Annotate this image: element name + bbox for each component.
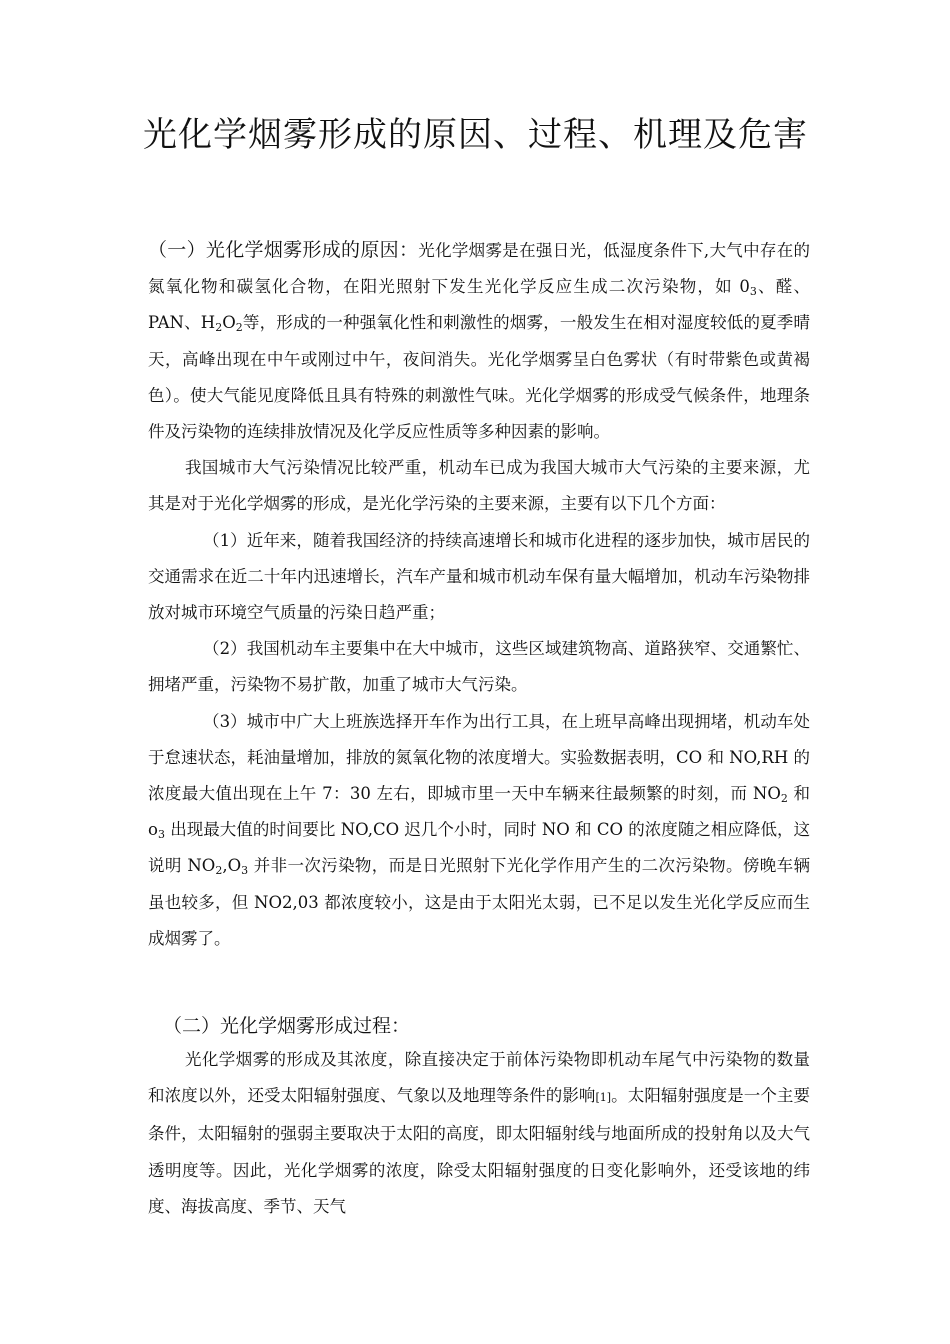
section-1-paragraph-2: 我国城市大气污染情况比较严重，机动车已成为我国大城市大气污染的主要来源，尤其是对于光化学烟雾的形成，是光化学污染的主要来源，主要有以下几个方面： — [148, 458, 810, 514]
citation-reference: [1] — [595, 1091, 612, 1105]
section-2-heading: （二）光化学烟雾形成过程： — [163, 1015, 411, 1037]
document-title: 光化学烟雾形成的原因、过程、机理及危害 — [143, 115, 808, 155]
section-1-heading: （一）光化学烟雾形成的原因： — [148, 239, 419, 261]
section-2-paragraph-1: 光化学烟雾的形成及其浓度，除直接决定于前体污染物即机动车尾气中污染物的数量和浓度以外，还受太阳辐射强度、气象以及地理等条件的影响[1]。太阳辐射强度是一个主要条件，太阳辐射的强弱主要取决于太阳的高度，即太阳辐射线与地面所成的投射角以及大气透明度等。因此，光化学烟雾的浓度，除受太阳辐射强度的日变化影响外，还受该地的纬度、海拔高度、季节、天气 — [148, 1050, 811, 1216]
section-1-paragraph-4: （2）我国机动车主要集中在大中城市，这些区域建筑物高、道路狭窄、交通繁忙、拥堵严重，污染物不易扩散，加重了城市大气污染。 — [148, 639, 810, 695]
section-1-paragraph-1: （一）光化学烟雾形成的原因：光化学烟雾是在强日光，低湿度条件下,大气中存在的氮氧化物和碳氢化合物，在阳光照射下发生光化学反应生成二次污染物，如 $0_3$、醛、PAN、$H_2O_2$等，形成的一种强氧化性和刺激性的烟雾，一般发生在相对湿度较低的夏季晴天，高峰出现在中午或刚过中午，夜间消失。光化学烟雾呈白色雾状（有时带紫色或黄褐色）。使大气能见度降低且具有特殊的刺激性气味。光化学烟雾的形成受气候条件，地理条件及污染物的连续排放情况及化学反应性质等多种因素的影响。 — [148, 239, 810, 442]
section-1-paragraph-5: （3）城市中广大上班族选择开车作为出行工具，在上班早高峰出现拥堵，机动车处于怠速状态，耗油量增加，排放的氮氧化物的浓度增大。实验数据表明，CO 和 NO,RH 的浓度最大值出现在上午 7：30 左右，即城市里一天中车辆来往最频繁的时刻，而 $NO_2$ 和 $o_3$ 出现最大值的时间要比 NO,CO 迟几个小时，同时 NO 和 CO 的浓度随之相应降低，这说明 $NO_2,O_3$ 并非一次污染物，而是日光照射下光化学作用产生的二次污染物。傍晚车辆虽也较多，但 NO2,03 都浓度较小，这是由于太阳光太弱，已不足以发生光化学反应而生成烟雾了。 — [148, 711, 811, 948]
section-2-body — [148, 1042, 810, 1225]
section-1-body — [148, 232, 810, 957]
section-1-paragraph-3: （1）近年来，随着我国经济的持续高速增长和城市化进程的逐步加快，城市居民的交通需求在近二十年内迅速增长，汽车产量和城市机动车保有量大幅增加，机动车污染物排放对城市环境空气质量的污染日趋严重； — [148, 530, 810, 623]
